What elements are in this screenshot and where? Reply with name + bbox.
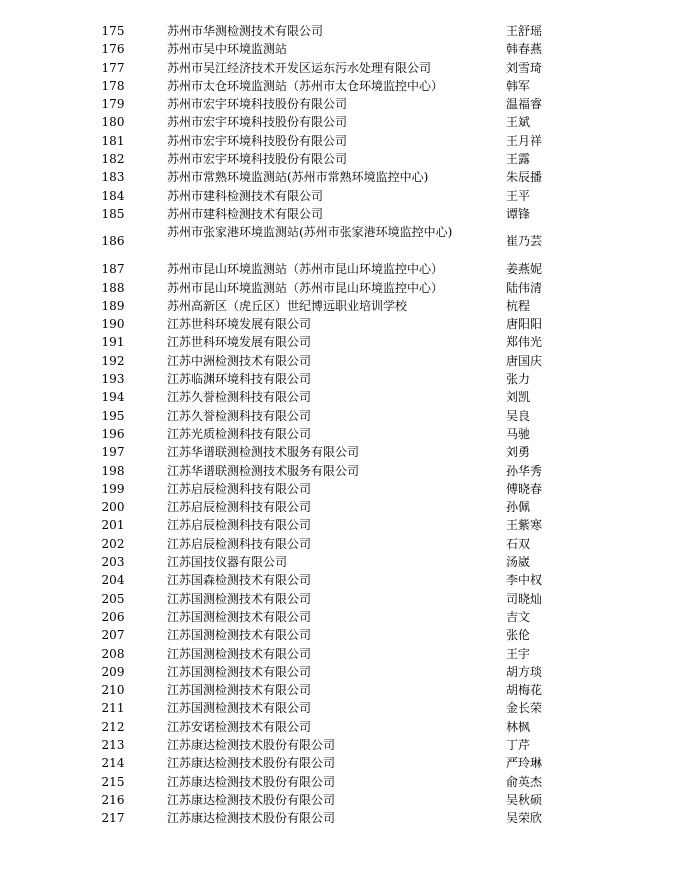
person-name: 刘勇 bbox=[506, 445, 531, 460]
list-row bbox=[0, 113, 678, 131]
row-number: 179 bbox=[101, 97, 125, 112]
row-number: 203 bbox=[101, 555, 125, 570]
organization-name: 江苏启辰检测科技有限公司 bbox=[167, 536, 312, 551]
row-number: 185 bbox=[101, 206, 125, 221]
organization-name: 江苏国测检测技术有限公司 bbox=[167, 591, 312, 606]
person-name: 韩春燕 bbox=[506, 42, 543, 57]
organization-name: 江苏康达检测技术股份有限公司 bbox=[167, 792, 336, 807]
list-row bbox=[0, 132, 678, 150]
list-row bbox=[0, 187, 678, 205]
row-number: 197 bbox=[101, 445, 125, 460]
list-row bbox=[0, 590, 678, 608]
list-row bbox=[0, 22, 678, 40]
row-number: 177 bbox=[101, 60, 125, 75]
person-name: 金长荣 bbox=[506, 701, 543, 716]
list-row bbox=[0, 773, 678, 791]
organization-name: 苏州高新区（虎丘区）世纪博远职业培训学校 bbox=[167, 298, 408, 313]
person-name: 陆伟清 bbox=[506, 280, 543, 295]
row-number: 208 bbox=[101, 646, 125, 661]
organization-name: 江苏中洲检测技术有限公司 bbox=[167, 353, 312, 368]
organization-name: 苏州市宏宇环境科技股份有限公司 bbox=[167, 133, 348, 148]
row-number: 212 bbox=[101, 719, 125, 734]
person-name: 张力 bbox=[506, 372, 531, 387]
organization-name: 苏州市吴江经济技术开发区运东污水处理有限公司 bbox=[167, 60, 432, 75]
person-name: 唐阳阳 bbox=[506, 317, 543, 332]
list-row bbox=[0, 205, 678, 223]
person-name: 王舒瑶 bbox=[506, 24, 543, 38]
person-name: 胡梅花 bbox=[506, 683, 543, 698]
list-row bbox=[0, 553, 678, 571]
list-row bbox=[0, 425, 678, 443]
organization-name: 江苏国技仪器有限公司 bbox=[167, 555, 288, 570]
person-name: 马驰 bbox=[506, 426, 531, 441]
row-number: 192 bbox=[101, 353, 125, 368]
person-name: 孙华秀 bbox=[506, 463, 543, 478]
organization-name: 江苏安诺检测技术有限公司 bbox=[167, 719, 312, 734]
person-name: 朱辰播 bbox=[506, 170, 543, 185]
person-name: 张伦 bbox=[506, 628, 531, 643]
organization-name: 江苏临渊环境科技有限公司 bbox=[167, 372, 312, 387]
person-name: 丁芹 bbox=[506, 737, 531, 752]
person-name: 姜燕妮 bbox=[506, 262, 543, 277]
list-row bbox=[0, 370, 678, 388]
list-row bbox=[0, 223, 678, 260]
person-name: 韩军 bbox=[506, 78, 531, 93]
person-name: 刘雪琦 bbox=[506, 60, 543, 75]
person-name: 王宇 bbox=[506, 646, 531, 661]
person-name: 崔乃芸 bbox=[506, 234, 543, 249]
list-row bbox=[0, 645, 678, 663]
row-number: 183 bbox=[101, 170, 125, 185]
list-row bbox=[0, 388, 678, 406]
organization-name: 江苏康达检测技术股份有限公司 bbox=[167, 737, 336, 752]
person-name: 严玲琳 bbox=[506, 756, 543, 771]
organization-name: 江苏华谱联测检测技术服务有限公司 bbox=[167, 445, 360, 460]
document-list bbox=[0, 22, 678, 827]
organization-name: 江苏启辰检测科技有限公司 bbox=[167, 500, 312, 515]
row-number: 189 bbox=[101, 298, 125, 313]
organization-name: 江苏国测检测技术有限公司 bbox=[167, 646, 312, 661]
list-row bbox=[0, 535, 678, 553]
row-number: 186 bbox=[101, 234, 125, 249]
organization-name: 江苏启辰检测科技有限公司 bbox=[167, 481, 312, 496]
organization-name: 江苏启辰检测科技有限公司 bbox=[167, 518, 312, 533]
list-row bbox=[0, 77, 678, 95]
organization-name: 苏州市宏宇环境科技股份有限公司 bbox=[167, 152, 348, 167]
person-name: 郑伟光 bbox=[506, 335, 543, 350]
organization-name: 江苏光质检测科技有限公司 bbox=[167, 426, 312, 441]
organization-name: 江苏国测检测技术有限公司 bbox=[167, 683, 312, 698]
row-number: 175 bbox=[101, 24, 125, 38]
list-row bbox=[0, 699, 678, 717]
row-number: 204 bbox=[101, 573, 125, 588]
organization-name: 苏州市宏宇环境科技股份有限公司 bbox=[167, 97, 348, 112]
person-name: 汤崴 bbox=[506, 555, 531, 570]
row-number: 191 bbox=[101, 335, 125, 350]
person-name: 傅晓春 bbox=[506, 481, 543, 496]
row-number: 202 bbox=[101, 536, 125, 551]
person-name: 吴良 bbox=[506, 408, 531, 423]
row-number: 194 bbox=[101, 390, 125, 405]
organization-name: 苏州市太仓环境监测站（苏州市太仓环境监控中心） bbox=[167, 78, 444, 93]
row-number: 193 bbox=[101, 372, 125, 387]
person-name: 李中权 bbox=[506, 573, 543, 588]
person-name: 胡方琰 bbox=[506, 664, 543, 679]
person-name: 温福睿 bbox=[506, 97, 543, 112]
person-name: 吴秋硕 bbox=[506, 792, 543, 807]
list-row bbox=[0, 168, 678, 186]
person-name: 王月祥 bbox=[506, 133, 543, 148]
list-row bbox=[0, 608, 678, 626]
row-number: 206 bbox=[101, 609, 125, 624]
organization-name: 江苏国森检测技术有限公司 bbox=[167, 573, 312, 588]
list-row bbox=[0, 333, 678, 351]
organization-name: 苏州市宏宇环境科技股份有限公司 bbox=[167, 115, 348, 130]
organization-name: 江苏久誉检测科技有限公司 bbox=[167, 408, 312, 423]
person-name: 谭锋 bbox=[506, 206, 531, 221]
person-name: 王斌 bbox=[506, 115, 531, 130]
list-row bbox=[0, 571, 678, 589]
row-number: 214 bbox=[101, 756, 125, 771]
list-row bbox=[0, 315, 678, 333]
list-row bbox=[0, 516, 678, 534]
person-name: 刘凯 bbox=[506, 390, 531, 405]
organization-name: 苏州市吴中环境监测站 bbox=[167, 42, 288, 57]
list-row bbox=[0, 95, 678, 113]
organization-name: 苏州市昆山环境监测站（苏州市昆山环境监控中心） bbox=[167, 262, 444, 277]
row-number: 184 bbox=[101, 188, 125, 203]
person-name: 俞英杰 bbox=[506, 774, 543, 789]
person-name: 司晓灿 bbox=[506, 591, 543, 606]
row-number: 201 bbox=[101, 518, 125, 533]
row-number: 216 bbox=[101, 792, 125, 807]
row-number: 215 bbox=[101, 774, 125, 789]
list-row bbox=[0, 663, 678, 681]
list-row bbox=[0, 718, 678, 736]
list-row bbox=[0, 791, 678, 809]
list-row bbox=[0, 260, 678, 278]
row-number: 209 bbox=[101, 664, 125, 679]
row-number: 200 bbox=[101, 500, 125, 515]
person-name: 林枫 bbox=[506, 719, 531, 734]
row-number: 182 bbox=[101, 152, 125, 167]
list-row bbox=[0, 352, 678, 370]
list-row bbox=[0, 626, 678, 644]
list-row bbox=[0, 736, 678, 754]
organization-name: 江苏康达检测技术股份有限公司 bbox=[167, 756, 336, 771]
row-number: 213 bbox=[101, 737, 125, 752]
organization-name: 江苏国测检测技术有限公司 bbox=[167, 609, 312, 624]
organization-name: 苏州市常熟环境监测站(苏州市常熟环境监控中心) bbox=[167, 170, 429, 185]
list-row bbox=[0, 462, 678, 480]
person-name: 王紫寒 bbox=[506, 518, 543, 533]
organization-name: 江苏世科环境发展有限公司 bbox=[167, 317, 312, 332]
person-name: 王平 bbox=[506, 188, 531, 203]
list-row bbox=[0, 681, 678, 699]
list-row bbox=[0, 407, 678, 425]
organization-name: 江苏华谱联测检测技术服务有限公司 bbox=[167, 463, 360, 478]
organization-name: 江苏久誉检测科技有限公司 bbox=[167, 390, 312, 405]
row-number: 217 bbox=[101, 811, 125, 826]
organization-name: 江苏康达检测技术股份有限公司 bbox=[167, 811, 336, 826]
person-name: 石双 bbox=[506, 536, 531, 551]
organization-name: 江苏国测检测技术有限公司 bbox=[167, 664, 312, 679]
row-number: 210 bbox=[101, 683, 125, 698]
list-row bbox=[0, 150, 678, 168]
row-number: 198 bbox=[101, 463, 125, 478]
person-name: 吉文 bbox=[506, 609, 531, 624]
organization-name: 苏州市建科检测技术有限公司 bbox=[167, 206, 324, 221]
person-name: 杭程 bbox=[506, 298, 531, 313]
organization-name: 江苏康达检测技术股份有限公司 bbox=[167, 774, 336, 789]
list-row bbox=[0, 279, 678, 297]
row-number: 178 bbox=[101, 78, 125, 93]
list-row bbox=[0, 59, 678, 77]
organization-name: 苏州市建科检测技术有限公司 bbox=[167, 188, 324, 203]
list-row bbox=[0, 443, 678, 461]
row-number: 188 bbox=[101, 280, 125, 295]
list-row bbox=[0, 40, 678, 58]
row-number: 211 bbox=[101, 701, 125, 716]
row-number: 199 bbox=[101, 481, 125, 496]
organization-name: 江苏国测检测技术有限公司 bbox=[167, 701, 312, 716]
row-number: 195 bbox=[101, 408, 125, 423]
row-number: 196 bbox=[101, 426, 125, 441]
list-row bbox=[0, 498, 678, 516]
row-number: 205 bbox=[101, 591, 125, 606]
row-number: 207 bbox=[101, 628, 125, 643]
organization-name: 苏州市昆山环境监测站（苏州市昆山环境监控中心） bbox=[167, 280, 444, 295]
organization-name: 江苏国测检测技术有限公司 bbox=[167, 628, 312, 643]
list-row bbox=[0, 754, 678, 772]
row-number: 180 bbox=[101, 115, 125, 130]
row-number: 190 bbox=[101, 317, 125, 332]
organization-name: 苏州市张家港环境监测站(苏州市张家港环境监控中心) bbox=[167, 225, 453, 240]
row-number: 187 bbox=[101, 262, 125, 277]
list-row bbox=[0, 480, 678, 498]
row-number: 176 bbox=[101, 42, 125, 57]
organization-name: 江苏世科环境发展有限公司 bbox=[167, 335, 312, 350]
person-name: 唐国庆 bbox=[506, 353, 543, 368]
list-row bbox=[0, 809, 678, 827]
person-name: 吴荣欣 bbox=[506, 811, 543, 826]
row-number: 181 bbox=[101, 133, 125, 148]
person-name: 王露 bbox=[506, 152, 531, 167]
list-row bbox=[0, 297, 678, 315]
organization-name: 苏州市华测检测技术有限公司 bbox=[167, 24, 324, 38]
person-name: 孙佩 bbox=[506, 500, 531, 515]
